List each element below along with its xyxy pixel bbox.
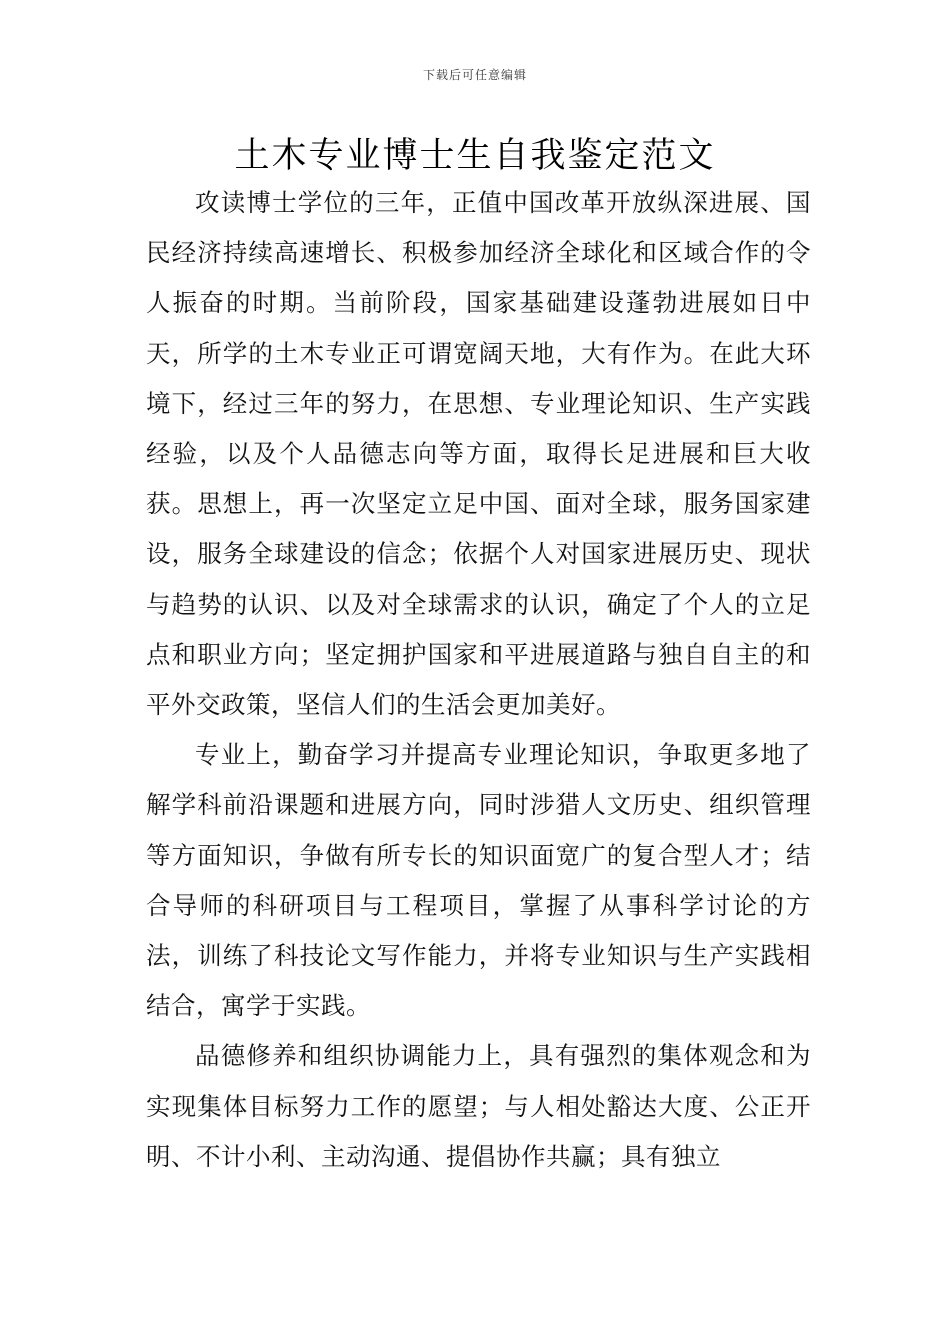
- document-title: 土木专业博士生自我鉴定范文: [234, 136, 716, 176]
- paragraph-profession: 专业上，勤奋学习并提高专业理论知识，争取更多地了解学科前沿课题和进展方向，同时涉猎人文历史、组织管理等方面知识，争做有所专长的知识面宽广的复合型人才；结合导师的科研项目与工程项目，掌握了从事科学讨论的方法，训练了科技论文写作能力，并将专业知识与生产实践相结合，寓学于实践。: [146, 740, 811, 1021]
- paragraph-character: 品德修养和组织协调能力上，具有强烈的集体观念和为实现集体目标努力工作的愿望；与人相处豁达大度、公正开明、不计小利、主动沟通、提倡协作共赢；具有独立: [146, 1041, 811, 1171]
- document-body: [146, 178, 811, 1182]
- header-note: 下载后可任意编辑: [422, 68, 527, 82]
- paragraph-thought: 攻读博士学位的三年，正值中国改革开放纵深进展、国民经济持续高速增长、积极参加经济全球化和区域合作的令人振奋的时期。当前阶段，国家基础建设蓬勃进展如日中天，所学的土木专业正可谓宽阔天地，大有作为。在此大环境下，经过三年的努力，在思想、专业理论知识、生产实践经验，以及个人品德志向等方面，取得长足进展和巨大收获。思想上，再一次坚定立足中国、面对全球，服务国家建设，服务全球建设的信念；依据个人对国家进展历史、现状与趋势的认识、以及对全球需求的认识，确定了个人的立足点和职业方向；坚定拥护国家和平进展道路与独自自主的和平外交政策，坚信人们的生活会更加美好。: [146, 188, 811, 720]
